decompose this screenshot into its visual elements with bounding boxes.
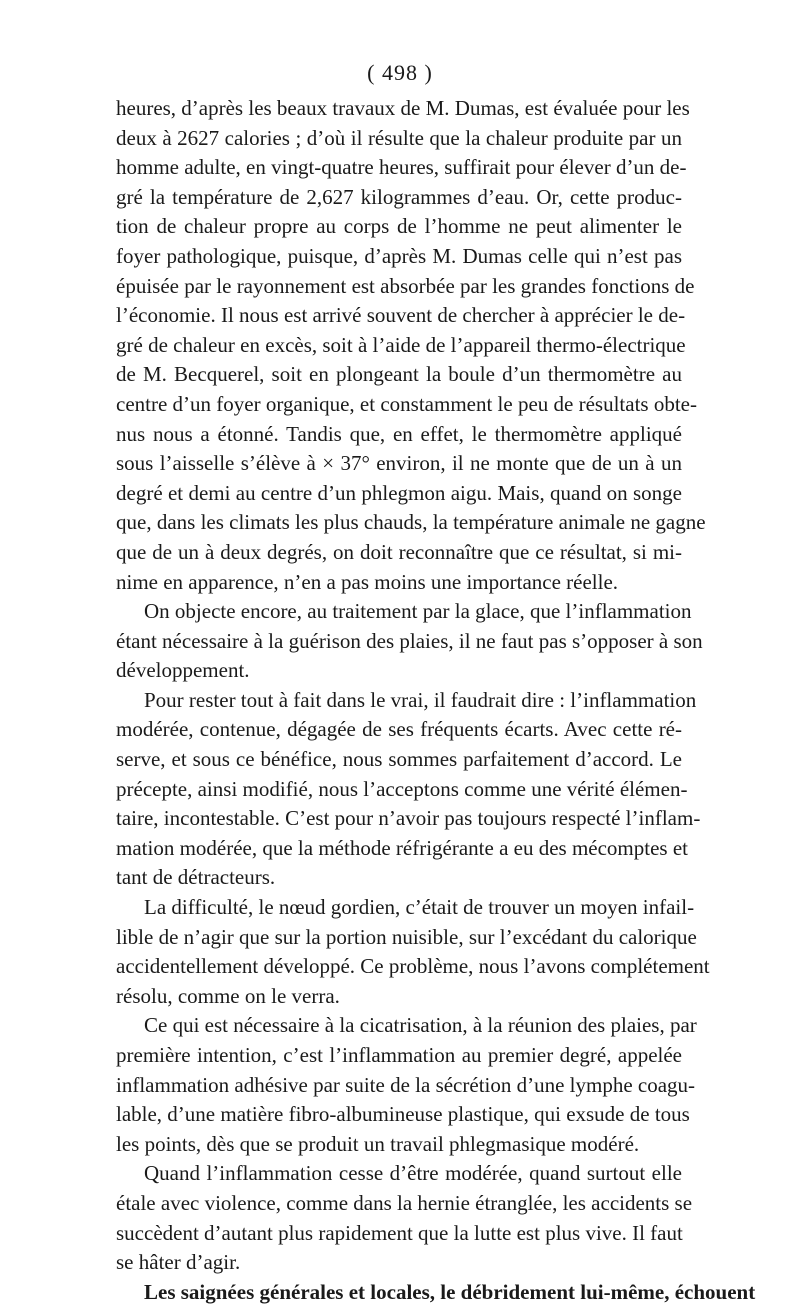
text-line: Les saignées générales et locales, le débridement lui-même, échouent (144, 1279, 756, 1304)
text-line: On objecte encore, au traitement par la glace, que l’inflammation (144, 599, 692, 624)
text-line: l’économie. Il nous est arrivé souvent de chercher à apprécier le de- (116, 303, 686, 328)
text-line: se hâter d’agir. (116, 1250, 241, 1275)
text-line: Ce qui est nécessaire à la cicatrisation, à la réunion des plaies, par (144, 1013, 697, 1038)
text-line: degré et demi au centre d’un phlegmon aigu. Mais, quand on songe (116, 480, 682, 505)
text-line: centre d’un foyer organique, et constamment le peu de résultats obte- (116, 391, 697, 416)
text-line: lible de n’agir que sur la portion nuisible, sur l’excédant du calorique (116, 924, 697, 949)
text-line: que, dans les climats les plus chauds, la température animale ne gagne (116, 510, 706, 535)
text-line: première intention, c’est l’inflammation au premier degré, appelée (116, 1043, 682, 1067)
text-line: lable, d’une matière fibro-albumineuse plastique, qui exsude de tous (116, 1102, 690, 1127)
page-number: ( 498 ) (367, 60, 433, 85)
text-line: gré la température de 2,627 kilogrammes d’eau. Or, cette produc- (116, 184, 682, 209)
text-line: tion de chaleur propre au corps de l’homme ne peut alimenter le (116, 214, 682, 239)
text-line: accidentellement développé. Ce problème, nous l’avons complétement (116, 954, 710, 979)
text-line: de M. Becquerel, soit en plongeant la boule d’un thermomètre au (116, 362, 682, 387)
text-line: développement. (116, 658, 250, 683)
body-text (116, 94, 756, 1307)
text-line: nus nous a étonné. Tandis que, en effet, le thermomètre appliqué (116, 421, 682, 446)
text-line: Quand l’inflammation cesse d’être modérée, quand surtout elle (144, 1161, 682, 1186)
text-line: Pour rester tout à fait dans le vrai, il faudrait dire : l’inflammation (144, 687, 697, 712)
text-line: sous l’aisselle s’élève à × 37° environ, il ne monte que de un à un (116, 451, 682, 476)
text-line: résolu, comme on le verra. (116, 983, 340, 1008)
text-line: que de un à deux degrés, on doit reconnaître que ce résultat, si mi- (116, 539, 682, 564)
text-line: foyer pathologique, puisque, d’après M. Dumas celle qui n’est pas (116, 243, 682, 268)
text-line: étale avec violence, comme dans la hernie étranglée, les accidents se (116, 1190, 693, 1215)
text-line: les points, dès que se produit un travail phlegmasique modéré. (116, 1131, 640, 1156)
text-line: mation modérée, que la méthode réfrigérante a eu des mécomptes et (116, 835, 689, 860)
text-line: heures, d’après les beaux travaux de M. Dumas, est évaluée pour les (116, 96, 690, 120)
text-line: épuisée par le rayonnement est absorbée par les grandes fonctions de (116, 273, 695, 298)
text-line: étant nécessaire à la guérison des plaies, il ne faut pas s’opposer à son (116, 628, 703, 653)
text-line: tant de détracteurs. (116, 865, 276, 890)
text-line: modérée, contenue, dégagée de ses fréquents écarts. Avec cette ré- (116, 717, 682, 742)
text-line: succèdent d’autant plus rapidement que la lutte est plus vive. Il faut (116, 1220, 683, 1245)
text-line: précepte, ainsi modifié, nous l’acceptons comme une vérité élémen- (116, 776, 688, 801)
text-line: nime en apparence, n’en a pas moins une importance réelle. (116, 569, 619, 594)
text-line: deux à 2627 calories ; d’où il résulte que la chaleur produite par un (116, 125, 682, 150)
text-line: gré de chaleur en excès, soit à l’aide de l’appareil thermo-électrique (116, 332, 686, 357)
text-line: homme adulte, en vingt-quatre heures, suffirait pour élever d’un de- (116, 155, 687, 180)
text-line: La difficulté, le nœud gordien, c’était de trouver un moyen infail- (144, 895, 695, 920)
text-line: inflammation adhésive par suite de la sécrétion d’une lymphe coagu- (116, 1072, 696, 1097)
text-line: taire, incontestable. C’est pour n’avoir pas toujours respecté l’inflam- (116, 806, 701, 831)
text-line: serve, et sous ce bénéfice, nous sommes parfaitement d’accord. Le (116, 747, 682, 772)
